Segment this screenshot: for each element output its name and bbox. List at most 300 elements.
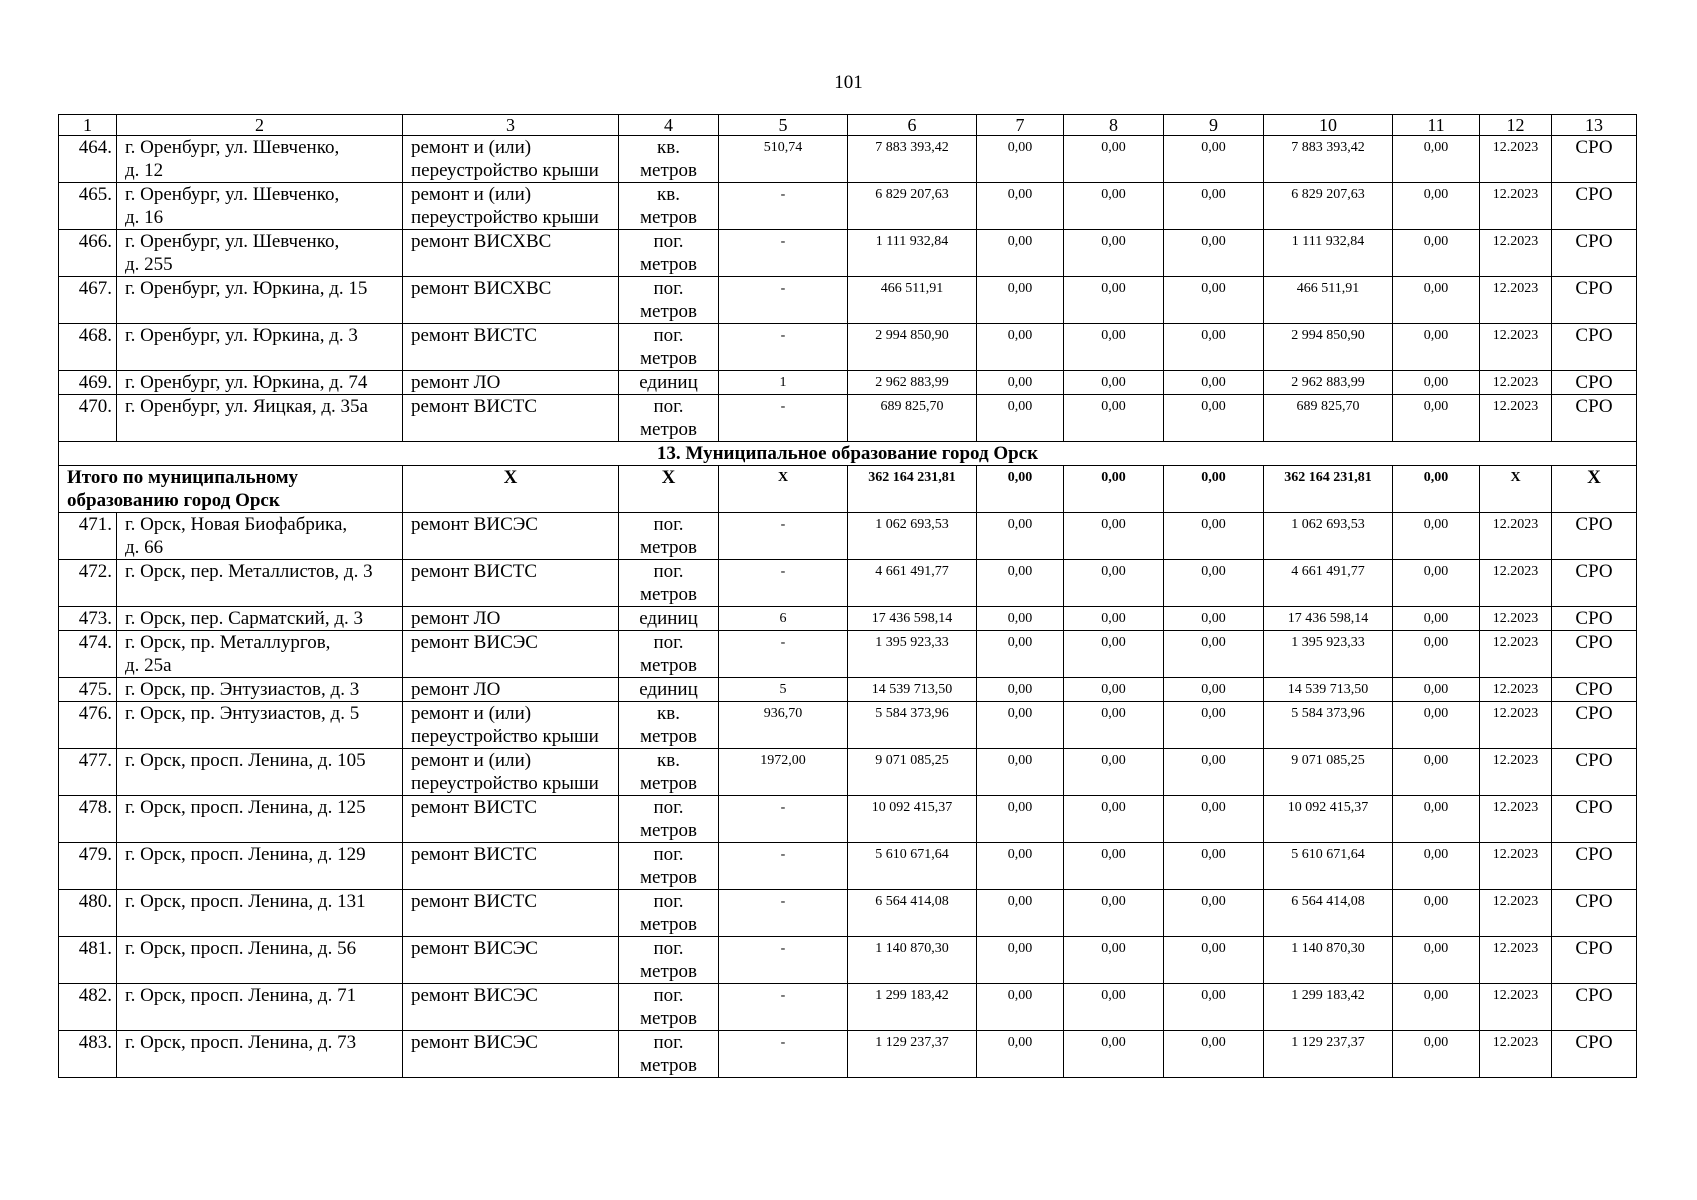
cost-cell: 0,00 (1064, 749, 1164, 796)
unit-cell: кв. метров (619, 183, 719, 230)
cost-cell: 0,00 (1164, 607, 1264, 631)
quantity-cell: - (719, 560, 848, 607)
work-type-cell: ремонт ВИСХВС (403, 230, 619, 277)
cost-cell: 6 829 207,63 (1264, 183, 1393, 230)
column-number-header: 5 (719, 115, 848, 136)
work-type-cell: ремонт и (или) переустройство крыши (403, 749, 619, 796)
cost-cell: 1 129 237,37 (1264, 1031, 1393, 1078)
total-cost-cell: 0,00 (1064, 466, 1164, 513)
table-row (59, 796, 1637, 843)
date-cell: 12.2023 (1480, 678, 1552, 702)
work-type-cell: ремонт ЛО (403, 371, 619, 395)
cost-cell: 0,00 (1064, 230, 1164, 277)
table-row (59, 749, 1637, 796)
work-type-cell: ремонт ВИСЭС (403, 513, 619, 560)
date-cell: 12.2023 (1480, 324, 1552, 371)
row-number: 479. (59, 843, 117, 890)
cost-cell: 0,00 (1064, 843, 1164, 890)
row-number: 468. (59, 324, 117, 371)
total-cost-cell: 10 092 415,37 (848, 796, 977, 843)
cost-cell: 0,00 (1164, 560, 1264, 607)
source-cell: СРО (1552, 631, 1637, 678)
cost-cell: 0,00 (1393, 631, 1480, 678)
cost-cell: 0,00 (1393, 749, 1480, 796)
address-cell: г. Оренбург, ул. Шевченко, д. 16 (117, 183, 403, 230)
address-cell: г. Орск, просп. Ленина, д. 71 (117, 984, 403, 1031)
column-number-header: 6 (848, 115, 977, 136)
quantity-cell: 510,74 (719, 136, 848, 183)
date-cell: 12.2023 (1480, 843, 1552, 890)
cost-cell: 0,00 (977, 890, 1064, 937)
unit-cell: кв. метров (619, 136, 719, 183)
cost-cell: 0,00 (977, 678, 1064, 702)
row-number: 469. (59, 371, 117, 395)
total-cost-cell: 1 111 932,84 (848, 230, 977, 277)
source-cell: СРО (1552, 796, 1637, 843)
cost-cell: 0,00 (1064, 395, 1164, 442)
unit-cell: пог. метров (619, 277, 719, 324)
cost-cell: 0,00 (1164, 371, 1264, 395)
quantity-cell: 6 (719, 607, 848, 631)
quantity-cell: - (719, 324, 848, 371)
total-cost-cell: 1 129 237,37 (848, 1031, 977, 1078)
address-cell: г. Орск, пер. Металлистов, д. 3 (117, 560, 403, 607)
section-title: 13. Муниципальное образование город Орск (59, 442, 1637, 466)
cost-cell: 1 140 870,30 (1264, 937, 1393, 984)
work-type-cell: ремонт ВИСТС (403, 324, 619, 371)
quantity-cell: - (719, 230, 848, 277)
column-number-header: 2 (117, 115, 403, 136)
cost-cell: 0,00 (1064, 796, 1164, 843)
cost-cell: 0,00 (977, 230, 1064, 277)
address-cell: г. Оренбург, ул. Юркина, д. 74 (117, 371, 403, 395)
cost-cell: 0,00 (1164, 136, 1264, 183)
quantity-cell: - (719, 796, 848, 843)
total-cost-cell: 2 994 850,90 (848, 324, 977, 371)
cost-cell: 0,00 (1164, 277, 1264, 324)
cost-cell: 0,00 (977, 136, 1064, 183)
date-cell: 12.2023 (1480, 230, 1552, 277)
cost-cell: 0,00 (1064, 277, 1164, 324)
total-x-mark: X (619, 466, 719, 513)
source-cell: СРО (1552, 136, 1637, 183)
cost-cell: 0,00 (1164, 796, 1264, 843)
table-row (59, 513, 1637, 560)
total-x-mark: X (403, 466, 619, 513)
cost-cell: 6 564 414,08 (1264, 890, 1393, 937)
date-cell: 12.2023 (1480, 984, 1552, 1031)
source-cell: СРО (1552, 277, 1637, 324)
cost-cell: 0,00 (1164, 749, 1264, 796)
date-cell: 12.2023 (1480, 796, 1552, 843)
source-cell: СРО (1552, 513, 1637, 560)
unit-cell: пог. метров (619, 230, 719, 277)
table-row (59, 136, 1637, 183)
cost-cell: 0,00 (1393, 607, 1480, 631)
cost-cell: 0,00 (1064, 984, 1164, 1031)
unit-cell: пог. метров (619, 513, 719, 560)
address-cell: г. Орск, просп. Ленина, д. 105 (117, 749, 403, 796)
cost-cell: 0,00 (1393, 678, 1480, 702)
row-number: 480. (59, 890, 117, 937)
date-cell: 12.2023 (1480, 136, 1552, 183)
total-cost-cell: 14 539 713,50 (848, 678, 977, 702)
table-row (59, 843, 1637, 890)
cost-cell: 0,00 (1393, 136, 1480, 183)
cost-cell: 9 071 085,25 (1264, 749, 1393, 796)
unit-cell: пог. метров (619, 890, 719, 937)
unit-cell: пог. метров (619, 843, 719, 890)
date-cell: 12.2023 (1480, 560, 1552, 607)
total-cost-cell: 0,00 (1393, 466, 1480, 513)
cost-cell: 0,00 (1064, 513, 1164, 560)
cost-cell: 2 994 850,90 (1264, 324, 1393, 371)
works-table (58, 114, 1637, 1078)
cost-cell: 0,00 (1064, 937, 1164, 984)
work-type-cell: ремонт и (или) переустройство крыши (403, 136, 619, 183)
source-cell: СРО (1552, 371, 1637, 395)
table-row (59, 183, 1637, 230)
cost-cell: 0,00 (1164, 183, 1264, 230)
source-cell: СРО (1552, 395, 1637, 442)
work-type-cell: ремонт ВИСХВС (403, 277, 619, 324)
cost-cell: 1 299 183,42 (1264, 984, 1393, 1031)
cost-cell: 4 661 491,77 (1264, 560, 1393, 607)
table-row (59, 631, 1637, 678)
cost-cell: 1 395 923,33 (1264, 631, 1393, 678)
total-cost-cell: 5 610 671,64 (848, 843, 977, 890)
cost-cell: 0,00 (1164, 843, 1264, 890)
cost-cell: 0,00 (977, 937, 1064, 984)
address-cell: г. Орск, пер. Сарматский, д. 3 (117, 607, 403, 631)
cost-cell: 0,00 (977, 631, 1064, 678)
cost-cell: 0,00 (977, 749, 1064, 796)
address-cell: г. Орск, пр. Энтузиастов, д. 3 (117, 678, 403, 702)
row-number: 476. (59, 702, 117, 749)
table-row (59, 1031, 1637, 1078)
cost-cell: 0,00 (977, 371, 1064, 395)
cost-cell: 0,00 (977, 395, 1064, 442)
cost-cell: 0,00 (1164, 631, 1264, 678)
quantity-cell: - (719, 1031, 848, 1078)
cost-cell: 10 092 415,37 (1264, 796, 1393, 843)
work-type-cell: ремонт ЛО (403, 678, 619, 702)
cost-cell: 0,00 (1393, 277, 1480, 324)
source-cell: СРО (1552, 324, 1637, 371)
row-number: 481. (59, 937, 117, 984)
quantity-cell: - (719, 395, 848, 442)
table-row (59, 395, 1637, 442)
row-number: 474. (59, 631, 117, 678)
cost-cell: 0,00 (1393, 937, 1480, 984)
quantity-cell: - (719, 183, 848, 230)
total-cost-cell: 6 829 207,63 (848, 183, 977, 230)
cost-cell: 0,00 (1064, 607, 1164, 631)
total-cost-cell: 466 511,91 (848, 277, 977, 324)
quantity-cell: 1 (719, 371, 848, 395)
quantity-cell: - (719, 513, 848, 560)
row-number: 470. (59, 395, 117, 442)
cost-cell: 0,00 (1164, 984, 1264, 1031)
quantity-cell: - (719, 984, 848, 1031)
quantity-cell: - (719, 277, 848, 324)
total-cost-cell: 362 164 231,81 (848, 466, 977, 513)
cost-cell: 0,00 (977, 607, 1064, 631)
unit-cell: единиц (619, 371, 719, 395)
total-cost-cell: 2 962 883,99 (848, 371, 977, 395)
table-row (59, 890, 1637, 937)
total-x-mark: X (1480, 466, 1552, 513)
work-type-cell: ремонт и (или) переустройство крыши (403, 702, 619, 749)
address-cell: г. Оренбург, ул. Юркина, д. 15 (117, 277, 403, 324)
address-cell: г. Оренбург, ул. Шевченко, д. 255 (117, 230, 403, 277)
cost-cell: 0,00 (1064, 631, 1164, 678)
row-number: 472. (59, 560, 117, 607)
date-cell: 12.2023 (1480, 1031, 1552, 1078)
cost-cell: 0,00 (1393, 230, 1480, 277)
source-cell: СРО (1552, 702, 1637, 749)
source-cell: СРО (1552, 183, 1637, 230)
work-type-cell: ремонт ВИСЭС (403, 937, 619, 984)
address-cell: г. Орск, просп. Ленина, д. 73 (117, 1031, 403, 1078)
column-number-header: 13 (1552, 115, 1637, 136)
quantity-cell: 1972,00 (719, 749, 848, 796)
address-cell: г. Орск, просп. Ленина, д. 56 (117, 937, 403, 984)
unit-cell: пог. метров (619, 937, 719, 984)
cost-cell: 689 825,70 (1264, 395, 1393, 442)
column-number-header: 8 (1064, 115, 1164, 136)
column-number-row (59, 115, 1637, 136)
row-number: 464. (59, 136, 117, 183)
total-cost-cell: 4 661 491,77 (848, 560, 977, 607)
total-cost-cell: 0,00 (977, 466, 1064, 513)
address-cell: г. Орск, пр. Энтузиастов, д. 5 (117, 702, 403, 749)
work-type-cell: ремонт ВИСЭС (403, 984, 619, 1031)
address-cell: г. Орск, пр. Металлургов, д. 25а (117, 631, 403, 678)
work-type-cell: ремонт и (или) переустройство крыши (403, 183, 619, 230)
date-cell: 12.2023 (1480, 395, 1552, 442)
table-row (59, 937, 1637, 984)
source-cell: СРО (1552, 890, 1637, 937)
table-row (59, 607, 1637, 631)
table-row (59, 984, 1637, 1031)
cost-cell: 0,00 (977, 324, 1064, 371)
total-x-mark: X (1552, 466, 1637, 513)
cost-cell: 7 883 393,42 (1264, 136, 1393, 183)
address-cell: г. Орск, просп. Ленина, д. 125 (117, 796, 403, 843)
quantity-cell: - (719, 843, 848, 890)
cost-cell: 0,00 (1164, 937, 1264, 984)
address-cell: г. Орск, просп. Ленина, д. 129 (117, 843, 403, 890)
row-number: 482. (59, 984, 117, 1031)
source-cell: СРО (1552, 230, 1637, 277)
unit-cell: кв. метров (619, 749, 719, 796)
cost-cell: 0,00 (1393, 324, 1480, 371)
source-cell: СРО (1552, 984, 1637, 1031)
date-cell: 12.2023 (1480, 277, 1552, 324)
unit-cell: единиц (619, 678, 719, 702)
cost-cell: 0,00 (1393, 1031, 1480, 1078)
row-number: 478. (59, 796, 117, 843)
cost-cell: 0,00 (1393, 395, 1480, 442)
row-number: 475. (59, 678, 117, 702)
section-title-row (59, 442, 1637, 466)
date-cell: 12.2023 (1480, 890, 1552, 937)
address-cell: г. Орск, просп. Ленина, д. 131 (117, 890, 403, 937)
total-cost-cell: 5 584 373,96 (848, 702, 977, 749)
cost-cell: 0,00 (977, 1031, 1064, 1078)
table-row (59, 678, 1637, 702)
cost-cell: 0,00 (1064, 678, 1164, 702)
row-number: 467. (59, 277, 117, 324)
work-type-cell: ремонт ЛО (403, 607, 619, 631)
cost-cell: 0,00 (1393, 890, 1480, 937)
total-cost-cell: 1 299 183,42 (848, 984, 977, 1031)
cost-cell: 0,00 (977, 183, 1064, 230)
date-cell: 12.2023 (1480, 183, 1552, 230)
cost-cell: 0,00 (1164, 513, 1264, 560)
source-cell: СРО (1552, 937, 1637, 984)
total-x-mark: X (719, 466, 848, 513)
total-cost-cell: 1 062 693,53 (848, 513, 977, 560)
work-type-cell: ремонт ВИСЭС (403, 631, 619, 678)
cost-cell: 2 962 883,99 (1264, 371, 1393, 395)
work-type-cell: ремонт ВИСТС (403, 890, 619, 937)
source-cell: СРО (1552, 678, 1637, 702)
cost-cell: 17 436 598,14 (1264, 607, 1393, 631)
date-cell: 12.2023 (1480, 513, 1552, 560)
cost-cell: 0,00 (1393, 984, 1480, 1031)
cost-cell: 0,00 (1064, 560, 1164, 607)
column-number-header: 4 (619, 115, 719, 136)
unit-cell: пог. метров (619, 984, 719, 1031)
cost-cell: 0,00 (977, 843, 1064, 890)
cost-cell: 0,00 (977, 560, 1064, 607)
cost-cell: 0,00 (977, 796, 1064, 843)
cost-cell: 0,00 (1393, 371, 1480, 395)
cost-cell: 0,00 (1164, 890, 1264, 937)
total-label: Итого по муниципальному образованию город Орск (59, 466, 403, 513)
cost-cell: 5 610 671,64 (1264, 843, 1393, 890)
date-cell: 12.2023 (1480, 749, 1552, 796)
work-type-cell: ремонт ВИСТС (403, 796, 619, 843)
cost-cell: 0,00 (1164, 702, 1264, 749)
source-cell: СРО (1552, 843, 1637, 890)
cost-cell: 0,00 (1164, 230, 1264, 277)
cost-cell: 0,00 (1393, 702, 1480, 749)
cost-cell: 0,00 (1393, 513, 1480, 560)
table-row (59, 702, 1637, 749)
cost-cell: 0,00 (1393, 183, 1480, 230)
unit-cell: пог. метров (619, 796, 719, 843)
unit-cell: кв. метров (619, 702, 719, 749)
cost-cell: 466 511,91 (1264, 277, 1393, 324)
quantity-cell: 5 (719, 678, 848, 702)
source-cell: СРО (1552, 1031, 1637, 1078)
row-number: 466. (59, 230, 117, 277)
table-body (59, 115, 1637, 1078)
cost-cell: 0,00 (1164, 324, 1264, 371)
column-number-header: 11 (1393, 115, 1480, 136)
unit-cell: пог. метров (619, 1031, 719, 1078)
unit-cell: пог. метров (619, 324, 719, 371)
quantity-cell: - (719, 937, 848, 984)
cost-cell: 0,00 (977, 277, 1064, 324)
total-cost-cell: 6 564 414,08 (848, 890, 977, 937)
source-cell: СРО (1552, 560, 1637, 607)
cost-cell: 0,00 (1164, 678, 1264, 702)
unit-cell: пог. метров (619, 631, 719, 678)
quantity-cell: 936,70 (719, 702, 848, 749)
cost-cell: 0,00 (977, 702, 1064, 749)
cost-cell: 0,00 (1064, 371, 1164, 395)
source-cell: СРО (1552, 749, 1637, 796)
row-number: 477. (59, 749, 117, 796)
total-cost-cell: 9 071 085,25 (848, 749, 977, 796)
cost-cell: 1 111 932,84 (1264, 230, 1393, 277)
table-row (59, 324, 1637, 371)
total-cost-cell: 7 883 393,42 (848, 136, 977, 183)
cost-cell: 0,00 (1064, 1031, 1164, 1078)
cost-cell: 0,00 (1064, 183, 1164, 230)
column-number-header: 9 (1164, 115, 1264, 136)
column-number-header: 10 (1264, 115, 1393, 136)
municipality-total-row (59, 466, 1637, 513)
total-cost-cell: 362 164 231,81 (1264, 466, 1393, 513)
column-number-header: 1 (59, 115, 117, 136)
address-cell: г. Оренбург, ул. Яицкая, д. 35а (117, 395, 403, 442)
cost-cell: 0,00 (1393, 843, 1480, 890)
source-cell: СРО (1552, 607, 1637, 631)
cost-cell: 0,00 (1393, 796, 1480, 843)
total-cost-cell: 689 825,70 (848, 395, 977, 442)
unit-cell: пог. метров (619, 560, 719, 607)
cost-cell: 0,00 (977, 984, 1064, 1031)
total-cost-cell: 1 140 870,30 (848, 937, 977, 984)
column-number-header: 3 (403, 115, 619, 136)
total-cost-cell: 1 395 923,33 (848, 631, 977, 678)
cost-cell: 1 062 693,53 (1264, 513, 1393, 560)
work-type-cell: ремонт ВИСЭС (403, 1031, 619, 1078)
total-cost-cell: 0,00 (1164, 466, 1264, 513)
cost-cell: 0,00 (1064, 324, 1164, 371)
page-number: 101 (834, 72, 863, 93)
table-row (59, 560, 1637, 607)
table-row (59, 371, 1637, 395)
cost-cell: 0,00 (1064, 890, 1164, 937)
address-cell: г. Орск, Новая Биофабрика, д. 66 (117, 513, 403, 560)
unit-cell: пог. метров (619, 395, 719, 442)
cost-cell: 5 584 373,96 (1264, 702, 1393, 749)
row-number: 471. (59, 513, 117, 560)
cost-cell: 0,00 (1064, 136, 1164, 183)
row-number: 465. (59, 183, 117, 230)
work-type-cell: ремонт ВИСТС (403, 560, 619, 607)
date-cell: 12.2023 (1480, 607, 1552, 631)
cost-cell: 0,00 (1393, 560, 1480, 607)
row-number: 473. (59, 607, 117, 631)
table-row (59, 230, 1637, 277)
cost-cell: 0,00 (1064, 702, 1164, 749)
date-cell: 12.2023 (1480, 371, 1552, 395)
quantity-cell: - (719, 631, 848, 678)
unit-cell: единиц (619, 607, 719, 631)
cost-cell: 0,00 (977, 513, 1064, 560)
work-type-cell: ремонт ВИСТС (403, 395, 619, 442)
column-number-header: 7 (977, 115, 1064, 136)
date-cell: 12.2023 (1480, 631, 1552, 678)
table-row (59, 277, 1637, 324)
